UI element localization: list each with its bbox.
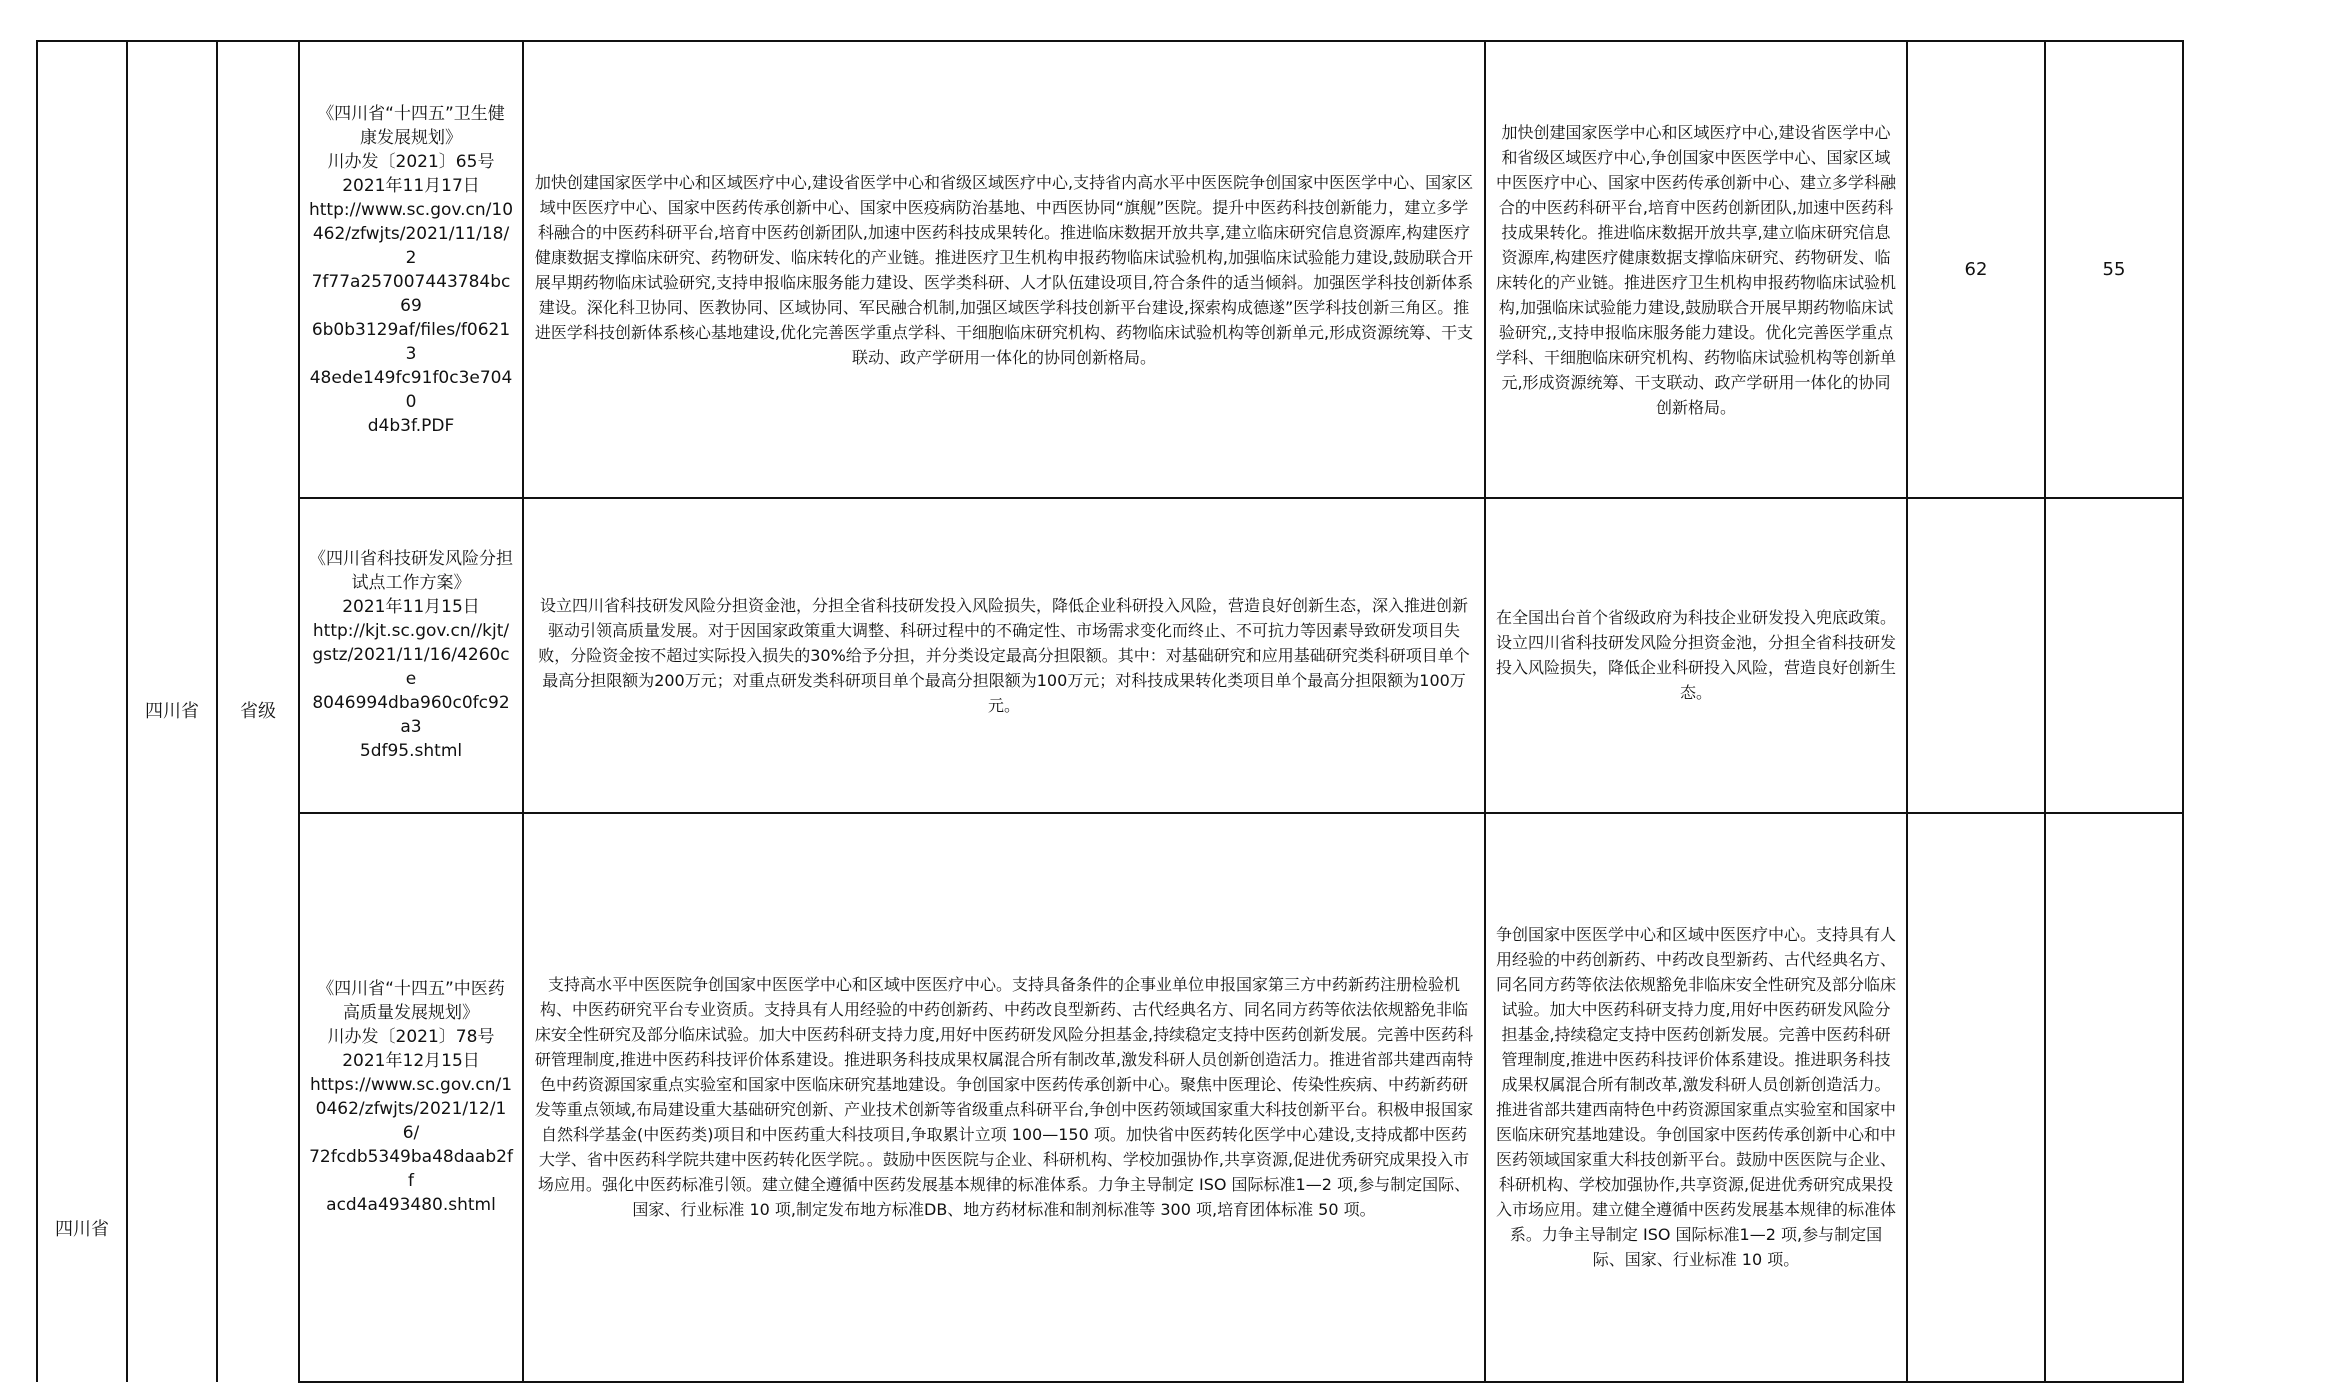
score-a-cell [1907,498,2045,813]
score-b-cell [2045,498,2183,813]
score-a-cell [1907,41,2045,498]
policy-summary-cell [1485,498,1907,813]
policy-reference-cell [299,498,523,813]
policy-content-cell [523,41,1485,498]
region-label: 四川省 [145,701,199,722]
policy-summary-cell [1485,41,1907,498]
score-a: 62 [1964,259,1988,280]
table-row [37,498,2183,813]
policy-summary: 争创国家中医医学中心和区域中医医疗中心。支持具有人用经验的中药创新药、中药改良型新药、古代经典名方、同名同方药等依法依规豁免非临床安全性研究及部分临床试验。加大中医药科研支持力度,用好中医药研发风险分担基金,持续稳定支持中医药创新发展。完善中医药科研管理制度,推进中医药科技评价体系建设。推进职务科技成果权属混合所有制改革,激发科研人员创新创造活力。推进省部共建西南特色中药资源国家重点实验室和国家中医临床研究基地建设。争创国家中医药传承创新中心和中医药领域国家重大科技创新平台。鼓励中医医院与企业、科研机构、学校加强协作,共享资源,促进优秀研究成果投入市场应用。建立健全遵循中医药发展基本规律的标准体系。力争主导制定 ISO 国际标准1—2 项,参与制定国际、国家、行业标准 10 项。 [1495,925,1896,1270]
score-b-cell [2045,813,2183,1382]
score-a-cell [1907,813,2045,1382]
province-cell [37,41,127,1382]
policy-summary: 在全国出台首个省级政府为科技企业研发投入兜底政策。设立四川省科技研发风险分担资金池，分担全省科技研发投入风险损失，降低企业科研投入风险，营造良好创新生态。 [1495,608,1896,703]
policy-summary-cell [1485,813,1907,1382]
policy-reference: 《四川省科技研发风险分担 试点工作方案》 2021年11月15日 http://kjt.sc.gov.cn//kjt/ gstz/2021/11/16/4260ce 8046994dba960c0fc92a3 5df95.shtml [309,549,513,762]
score-b-cell [2045,41,2183,498]
policy-reference: 《四川省“十四五”中医药 高质量发展规划》 川办发〔2021〕78号 2021年12月15日 https://www.sc.gov.cn/1 0462/zfwjts/2021/12/16/ 72fcdb5349ba48daab2ff acd4a493480.shtml [309,979,513,1216]
policy-reference-cell [299,813,523,1382]
policy-content: 支持高水平中医医院争创国家中医医学中心和区域中医医疗中心。支持具备条件的企事业单位申报国家第三方中药新药注册检验机构、中医药研究平台专业资质。支持具有人用经验的中药创新药、中药改良型新药、古代经典名方、同名同方药等依法依规豁免非临床安全性研究及部分临床试验。加大中医药科研支持力度,用好中医药研发风险分担基金,持续稳定支持中医药创新发展。完善中医药科研管理制度,推进中医药科技评价体系建设。推进职务科技成果权属混合所有制改革,激发科研人员创新创造活力。推进省部共建西南特色中药资源国家重点实验室和国家中医临床研究基地建设。争创国家中医药传承创新中心。聚焦中医理论、传染性疾病、中药新药研发等重点领域,布局建设重大基础研究创新、产业技术创新等省级重点科研平台,争创中医药领域国家重大科技创新平台。积极申报国家自然科学基金(中医药类)项目和中医药重大科技项目,争取累计立项 100—150 项。加快省中医药转化医学中心建设,支持成都中医药大学、省中医药科学院共建中医药转化医学院。。鼓励中医医院与企业、科研机构、学校加强协作,共享资源,促进优秀研究成果投入市场应用。强化中医药标准引领。建立健全遵循中医药发展基本规律的标准体系。力争主导制定 ISO 国际标准1—2 项,参与制定国际、国家、行业标准 10 项,制定发布地方标准DB、地方药材标准和制剂标准等 300 项,培育团体标准 50 项。 [534,975,1474,1220]
policy-content-cell [523,813,1485,1382]
policy-summary: 加快创建国家医学中心和区域医疗中心,建设省医学中心和省级区域医疗中心,争创国家中医医学中心、国家区域中医医疗中心、国家中医药传承创新中心、建立多学科融合的中医药科研平台,培育中医药创新团队,加速中医药科技成果转化。推进临床数据开放共享,建立临床研究信息资源库,构建医疗健康数据支撑临床研究、药物研发、临床转化的产业链。推进医疗卫生机构申报药物临床试验机构,加强临床试验能力建设,鼓励联合开展早期药物临床试验研究,,支持申报临床服务能力建设。优化完善医学重点学科、干细胞临床研究机构、药物临床试验机构等创新单元,形成资源统筹、干支联动、政产学研用一体化的协同创新格局。 [1495,122,1896,417]
policy-reference-cell [299,41,523,498]
level-label: 省级 [240,701,276,722]
score-b: 55 [2102,259,2126,280]
region-cell [127,41,217,1382]
policy-table [36,40,2184,1383]
policy-content-cell [523,498,1485,813]
province-label: 四川省 [55,1219,109,1240]
level-cell [217,41,299,1382]
policy-content: 设立四川省科技研发风险分担资金池，分担全省科技研发投入风险损失，降低企业科研投入风险，营造良好创新生态，深入推进创新驱动引领高质量发展。对于因国家政策重大调整、科研过程中的不确定性、市场需求变化而终止、不可抗力等因素导致研发项目失败，分险资金按不超过实际投入损失的30%给予分担，并分类设定最高分担限额。其中：对基础研究和应用基础研究类科研项目单个最高分担限额为200万元；对重点研发类科研项目单个最高分担限额为100万元；对科技成果转化类项目单个最高分担限额为100万元。 [538,595,1470,715]
table-row [37,813,2183,1382]
policy-content: 加快创建国家医学中心和区域医疗中心,建设省医学中心和省级区域医疗中心,支持省内高水平中医医院争创国家中医医学中心、国家区域中医医疗中心、国家中医药传承创新中心、国家中医疫病防治基地、中西医协同“旗舰”医院。提升中医药科技创新能力，建立多学科融合的中医药科研平台,培育中医药创新团队,加速中医药科技成果转化。推进临床数据开放共享,建立临床研究信息资源库,构建医疗健康数据支撑临床研究、药物研发、临床转化的产业链。推进医疗卫生机构申报药物临床试验机构,加强临床试验能力建设,鼓励联合开展早期药物临床试验研究,支持申报临床服务能力建设、医学类科研、人才队伍建设项目,符合条件的适当倾斜。加强医学科技创新体系建设。深化科卫协同、医教协同、区域协同、军民融合机制,加强区域医学科技创新平台建设,探索构成德遂”医学科技创新三角区。推进医学科技创新体系核心基地建设,优化完善医学重点学科、干细胞临床研究机构、药物临床试验机构等创新单元,形成资源统筹、干支联动、政产学研用一体化的协同创新格局。 [534,172,1474,367]
table-row [37,41,2183,498]
policy-reference: 《四川省“十四五”卫生健 康发展规划》 川办发〔2021〕65号 2021年11月17日 http://www.sc.gov.cn/10 462/zfwjts/2021/11/18/2 7f77a257007443784bc69 6b0b3129af/files/f06213 48ede149fc91f0c3e7040 d4b3f.PDF [308,103,514,436]
